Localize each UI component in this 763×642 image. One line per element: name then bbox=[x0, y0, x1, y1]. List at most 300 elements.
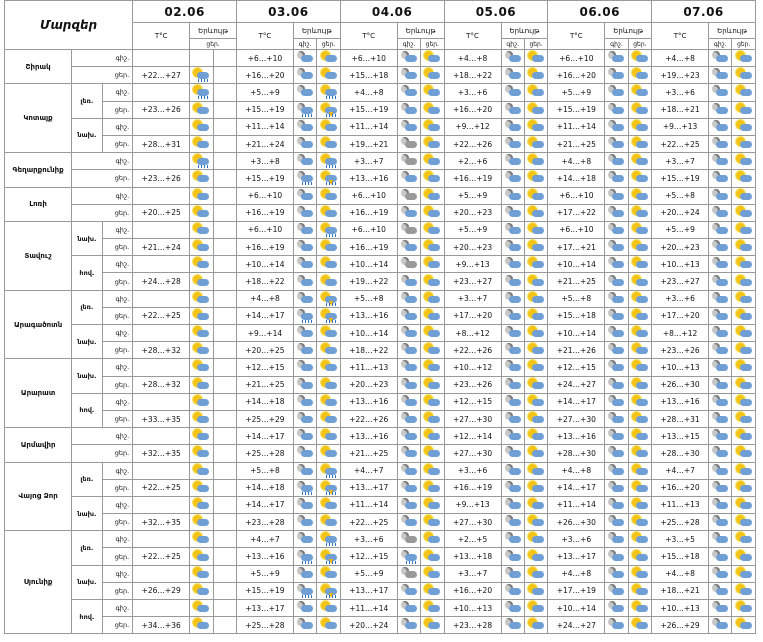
phenomenon-day-cell bbox=[732, 342, 756, 359]
temperature-cell: +23…+28 bbox=[236, 514, 293, 531]
temperature-cell: +27…+30 bbox=[548, 410, 605, 427]
phenomenon-night-cell bbox=[293, 359, 316, 376]
weather-night-icon bbox=[192, 343, 210, 357]
weather-night-icon bbox=[504, 412, 522, 426]
temperature-cell bbox=[133, 531, 190, 548]
temperature-cell: +2…+5 bbox=[444, 531, 501, 548]
phenomenon-day-cell bbox=[524, 548, 547, 565]
day-sub-label: ցեր. bbox=[524, 39, 547, 50]
weather-night-icon bbox=[504, 446, 522, 460]
temperature-cell: +6…+10 bbox=[340, 221, 397, 238]
weather-night-icon bbox=[711, 412, 729, 426]
period-label: գիշ. bbox=[72, 187, 133, 204]
weather-day-icon bbox=[423, 429, 441, 443]
phenomenon-night-cell bbox=[501, 307, 524, 324]
phenomenon-night-cell bbox=[501, 548, 524, 565]
weather-night-icon bbox=[192, 257, 210, 271]
weather-day-icon bbox=[527, 154, 545, 168]
weather-night-icon bbox=[400, 360, 418, 374]
table-row bbox=[5, 496, 756, 513]
phenomenon-col-label: Երևույթ bbox=[397, 23, 444, 39]
phenomenon-day-cell bbox=[732, 170, 756, 187]
weather-night-icon bbox=[400, 446, 418, 460]
phenomenon-day-cell bbox=[213, 204, 236, 221]
temperature-cell bbox=[133, 600, 190, 617]
phenomenon-day-cell bbox=[732, 410, 756, 427]
temperature-cell: +9…+13 bbox=[652, 118, 709, 135]
weather-night-icon bbox=[400, 275, 418, 289]
phenomenon-col-label: Երևույթ bbox=[293, 23, 340, 39]
weather-night-icon bbox=[400, 103, 418, 117]
weather-night-icon bbox=[192, 206, 210, 220]
phenomenon-night-cell bbox=[709, 548, 732, 565]
weather-night-icon bbox=[607, 429, 625, 443]
zone-name: հով. bbox=[72, 256, 103, 290]
weather-night-icon bbox=[296, 68, 314, 82]
table-row bbox=[5, 445, 756, 462]
phenomenon-night-cell bbox=[190, 428, 213, 445]
phenomenon-night-cell bbox=[293, 50, 316, 67]
temperature-cell: +4…+8 bbox=[548, 153, 605, 170]
weather-night-icon bbox=[607, 567, 625, 581]
phenomenon-day-cell bbox=[732, 582, 756, 599]
temperature-cell: +19…+22 bbox=[340, 273, 397, 290]
phenomenon-col-label: Երևույթ bbox=[190, 23, 237, 39]
phenomenon-night-cell bbox=[501, 325, 524, 342]
weather-day-icon bbox=[631, 618, 649, 632]
phenomenon-day-cell bbox=[628, 514, 651, 531]
period-label: գիշ. bbox=[102, 496, 133, 513]
phenomenon-night-cell bbox=[397, 410, 420, 427]
weather-day-icon bbox=[320, 412, 338, 426]
phenomenon-day-cell bbox=[732, 84, 756, 101]
phenomenon-day-cell bbox=[628, 290, 651, 307]
weather-night-icon bbox=[400, 395, 418, 409]
weather-day-icon bbox=[631, 292, 649, 306]
period-label: ցեր. bbox=[102, 617, 133, 634]
period-label: գիշ. bbox=[102, 600, 133, 617]
temperature-cell: +34…+36 bbox=[133, 617, 190, 634]
phenomenon-night-cell bbox=[605, 565, 628, 582]
period-label: գիշ. bbox=[102, 462, 133, 479]
weather-night-icon bbox=[607, 292, 625, 306]
phenomenon-night-cell bbox=[605, 342, 628, 359]
weather-night-icon bbox=[296, 412, 314, 426]
phenomenon-day-cell bbox=[732, 548, 756, 565]
weather-day-icon bbox=[631, 446, 649, 460]
weather-night-icon bbox=[711, 515, 729, 529]
phenomenon-night-cell bbox=[397, 256, 420, 273]
temperature-cell: +10…+14 bbox=[548, 600, 605, 617]
phenomenon-day-cell bbox=[524, 462, 547, 479]
weather-night-icon bbox=[296, 446, 314, 460]
table-row bbox=[5, 548, 756, 565]
temp-col-label: T°C bbox=[340, 23, 397, 50]
phenomenon-day-cell bbox=[524, 153, 547, 170]
phenomenon-night-cell bbox=[190, 101, 213, 118]
weather-day-icon bbox=[527, 395, 545, 409]
weather-night-icon bbox=[296, 154, 314, 168]
phenomenon-night-cell bbox=[501, 187, 524, 204]
temperature-cell: +5…+8 bbox=[340, 290, 397, 307]
phenomenon-day-cell bbox=[524, 67, 547, 84]
weather-day-icon bbox=[423, 618, 441, 632]
temperature-cell: +16…+20 bbox=[652, 479, 709, 496]
phenomenon-day-cell bbox=[524, 376, 547, 393]
period-label: գիշ. bbox=[102, 221, 133, 238]
region-name: Արարատ bbox=[5, 359, 72, 428]
phenomenon-night-cell bbox=[190, 617, 213, 634]
weather-day-icon bbox=[631, 515, 649, 529]
temperature-cell: +3…+6 bbox=[548, 531, 605, 548]
phenomenon-night-cell bbox=[397, 221, 420, 238]
weather-day-icon bbox=[527, 85, 545, 99]
phenomenon-night-cell bbox=[190, 84, 213, 101]
weather-day-icon bbox=[423, 275, 441, 289]
phenomenon-night-cell bbox=[293, 187, 316, 204]
zone-name: լեռ. bbox=[72, 84, 103, 118]
weather-night-icon bbox=[711, 481, 729, 495]
weather-night-icon bbox=[400, 481, 418, 495]
phenomenon-night-cell bbox=[605, 514, 628, 531]
region-name: Գեղարքունիք bbox=[5, 153, 72, 187]
phenomenon-day-cell bbox=[732, 445, 756, 462]
temperature-cell: +4…+8 bbox=[652, 50, 709, 67]
phenomenon-night-cell bbox=[709, 531, 732, 548]
phenomenon-night-cell bbox=[501, 84, 524, 101]
temperature-cell: +6…+10 bbox=[340, 50, 397, 67]
weather-day-icon bbox=[423, 343, 441, 357]
weather-day-icon bbox=[527, 601, 545, 615]
weather-night-icon bbox=[192, 550, 210, 564]
phenomenon-day-cell bbox=[524, 565, 547, 582]
period-label: ցեր. bbox=[102, 101, 133, 118]
phenomenon-night-cell bbox=[605, 290, 628, 307]
weather-night-icon bbox=[400, 257, 418, 271]
weather-day-icon bbox=[320, 309, 338, 323]
phenomenon-day-cell bbox=[421, 84, 444, 101]
phenomenon-day-cell bbox=[317, 514, 340, 531]
phenomenon-day-cell bbox=[421, 428, 444, 445]
phenomenon-day-cell bbox=[421, 153, 444, 170]
period-label: ցեր. bbox=[102, 479, 133, 496]
temperature-cell: +19…+21 bbox=[340, 135, 397, 152]
phenomenon-day-cell bbox=[628, 342, 651, 359]
weather-night-icon bbox=[192, 137, 210, 151]
phenomenon-day-cell bbox=[317, 342, 340, 359]
phenomenon-col-label: Երևույթ bbox=[501, 23, 548, 39]
temperature-cell: +22…+26 bbox=[444, 135, 501, 152]
weather-night-icon bbox=[192, 395, 210, 409]
temperature-cell: +2…+6 bbox=[444, 153, 501, 170]
weather-night-icon bbox=[607, 481, 625, 495]
weather-day-icon bbox=[423, 515, 441, 529]
weather-day-icon bbox=[631, 103, 649, 117]
weather-day-icon bbox=[423, 550, 441, 564]
phenomenon-night-cell bbox=[293, 428, 316, 445]
weather-day-icon bbox=[735, 481, 753, 495]
phenomenon-night-cell bbox=[397, 342, 420, 359]
phenomenon-night-cell bbox=[605, 462, 628, 479]
weather-day-icon bbox=[735, 171, 753, 185]
phenomenon-night-cell bbox=[709, 565, 732, 582]
weather-day-icon bbox=[320, 154, 338, 168]
period-label: ցեր. bbox=[102, 307, 133, 324]
phenomenon-day-cell bbox=[732, 256, 756, 273]
weather-day-icon bbox=[527, 412, 545, 426]
weather-night-icon bbox=[400, 618, 418, 632]
weather-night-icon bbox=[400, 171, 418, 185]
phenomenon-day-cell bbox=[421, 359, 444, 376]
temperature-cell: +3…+8 bbox=[236, 153, 293, 170]
phenomenon-night-cell bbox=[397, 50, 420, 67]
phenomenon-night-cell bbox=[397, 153, 420, 170]
forecast-table bbox=[4, 0, 756, 634]
temperature-cell: +11…+13 bbox=[652, 496, 709, 513]
phenomenon-night-cell bbox=[605, 50, 628, 67]
phenomenon-day-cell bbox=[421, 479, 444, 496]
phenomenon-night-cell bbox=[709, 445, 732, 462]
temperature-cell: +25…+28 bbox=[652, 514, 709, 531]
period-label: գիշ. bbox=[102, 325, 133, 342]
temperature-cell: +18…+22 bbox=[444, 67, 501, 84]
phenomenon-night-cell bbox=[501, 256, 524, 273]
night-sub-label: գիշ. bbox=[501, 39, 524, 50]
temperature-cell: +6…+10 bbox=[236, 50, 293, 67]
weather-day-icon bbox=[320, 137, 338, 151]
weather-day-icon bbox=[735, 550, 753, 564]
weather-day-icon bbox=[527, 171, 545, 185]
weather-day-icon bbox=[631, 85, 649, 99]
temperature-cell: +23…+27 bbox=[652, 273, 709, 290]
phenomenon-day-cell bbox=[317, 153, 340, 170]
weather-night-icon bbox=[607, 206, 625, 220]
weather-night-icon bbox=[296, 292, 314, 306]
table-row bbox=[5, 118, 756, 135]
phenomenon-night-cell bbox=[501, 50, 524, 67]
period-label: ցեր. bbox=[72, 445, 133, 462]
temperature-cell: +14…+18 bbox=[236, 393, 293, 410]
phenomenon-night-cell bbox=[397, 67, 420, 84]
weather-day-icon bbox=[423, 189, 441, 203]
phenomenon-night-cell bbox=[709, 462, 732, 479]
weather-night-icon bbox=[504, 343, 522, 357]
zone-name: նախ. bbox=[72, 325, 103, 359]
phenomenon-day-cell bbox=[628, 428, 651, 445]
phenomenon-night-cell bbox=[397, 514, 420, 531]
weather-day-icon bbox=[735, 412, 753, 426]
phenomenon-night-cell bbox=[190, 221, 213, 238]
temperature-cell: +8…+12 bbox=[652, 325, 709, 342]
phenomenon-day-cell bbox=[628, 565, 651, 582]
weather-night-icon bbox=[192, 120, 210, 134]
weather-day-icon bbox=[423, 567, 441, 581]
temperature-cell: +22…+26 bbox=[340, 410, 397, 427]
weather-day-icon bbox=[320, 464, 338, 478]
weather-night-icon bbox=[400, 498, 418, 512]
phenomenon-day-cell bbox=[524, 187, 547, 204]
weather-night-icon bbox=[400, 120, 418, 134]
temperature-cell: +16…+19 bbox=[444, 170, 501, 187]
weather-night-icon bbox=[711, 601, 729, 615]
phenomenon-night-cell bbox=[501, 170, 524, 187]
weather-night-icon bbox=[711, 309, 729, 323]
weather-night-icon bbox=[711, 68, 729, 82]
temperature-cell: +21…+24 bbox=[133, 239, 190, 256]
weather-day-icon bbox=[631, 532, 649, 546]
temperature-cell: +15…+18 bbox=[548, 307, 605, 324]
phenomenon-night-cell bbox=[709, 204, 732, 221]
temperature-cell: +14…+17 bbox=[548, 393, 605, 410]
phenomenon-night-cell bbox=[501, 135, 524, 152]
date-header: 02.06 bbox=[133, 1, 237, 23]
phenomenon-day-cell bbox=[524, 445, 547, 462]
phenomenon-night-cell bbox=[501, 428, 524, 445]
phenomenon-night-cell bbox=[501, 600, 524, 617]
phenomenon-day-cell bbox=[213, 325, 236, 342]
phenomenon-day-cell bbox=[213, 187, 236, 204]
weather-night-icon bbox=[711, 103, 729, 117]
weather-night-icon bbox=[504, 309, 522, 323]
weather-night-icon bbox=[400, 378, 418, 392]
phenomenon-night-cell bbox=[605, 496, 628, 513]
weather-night-icon bbox=[296, 326, 314, 340]
phenomenon-day-cell bbox=[524, 359, 547, 376]
weather-night-icon bbox=[504, 567, 522, 581]
phenomenon-night-cell bbox=[190, 582, 213, 599]
phenomenon-day-cell bbox=[317, 187, 340, 204]
phenomenon-day-cell bbox=[317, 50, 340, 67]
weather-day-icon bbox=[735, 292, 753, 306]
table-row bbox=[5, 531, 756, 548]
weather-day-icon bbox=[735, 464, 753, 478]
phenomenon-day-cell bbox=[213, 67, 236, 84]
table-row bbox=[5, 187, 756, 204]
weather-day-icon bbox=[631, 206, 649, 220]
phenomenon-day-cell bbox=[213, 462, 236, 479]
temperature-cell: +28…+31 bbox=[133, 135, 190, 152]
phenomenon-day-cell bbox=[524, 514, 547, 531]
phenomenon-day-cell bbox=[317, 135, 340, 152]
temperature-cell: +23…+26 bbox=[444, 376, 501, 393]
weather-night-icon bbox=[192, 532, 210, 546]
phenomenon-day-cell bbox=[421, 565, 444, 582]
weather-night-icon bbox=[607, 343, 625, 357]
temperature-cell: +10…+14 bbox=[548, 256, 605, 273]
phenomenon-night-cell bbox=[709, 273, 732, 290]
temperature-cell: +11…+14 bbox=[236, 118, 293, 135]
phenomenon-day-cell bbox=[524, 50, 547, 67]
phenomenon-day-cell bbox=[213, 290, 236, 307]
weather-day-icon bbox=[423, 137, 441, 151]
weather-night-icon bbox=[711, 446, 729, 460]
phenomenon-day-cell bbox=[732, 307, 756, 324]
phenomenon-day-cell bbox=[628, 548, 651, 565]
phenomenon-day-cell bbox=[732, 600, 756, 617]
phenomenon-day-cell bbox=[317, 273, 340, 290]
phenomenon-day-cell bbox=[421, 50, 444, 67]
phenomenon-day-cell bbox=[317, 67, 340, 84]
phenomenon-day-cell bbox=[421, 445, 444, 462]
phenomenon-night-cell bbox=[397, 479, 420, 496]
phenomenon-night-cell bbox=[709, 239, 732, 256]
temperature-cell: +13…+16 bbox=[340, 170, 397, 187]
temperature-cell: +17…+20 bbox=[652, 307, 709, 324]
weather-day-icon bbox=[631, 498, 649, 512]
phenomenon-day-cell bbox=[213, 239, 236, 256]
temperature-cell: +23…+28 bbox=[444, 617, 501, 634]
phenomenon-day-cell bbox=[421, 548, 444, 565]
weather-night-icon bbox=[504, 550, 522, 564]
weather-night-icon bbox=[296, 275, 314, 289]
weather-day-icon bbox=[527, 481, 545, 495]
weather-night-icon bbox=[296, 189, 314, 203]
weather-day-icon bbox=[735, 515, 753, 529]
weather-day-icon bbox=[320, 171, 338, 185]
temperature-cell: +21…+25 bbox=[236, 376, 293, 393]
phenomenon-night-cell bbox=[397, 135, 420, 152]
phenomenon-day-cell bbox=[421, 273, 444, 290]
phenomenon-day-cell bbox=[628, 307, 651, 324]
phenomenon-day-cell bbox=[213, 496, 236, 513]
phenomenon-night-cell bbox=[501, 273, 524, 290]
table-row bbox=[5, 307, 756, 324]
weather-night-icon bbox=[711, 464, 729, 478]
phenomenon-night-cell bbox=[293, 479, 316, 496]
weather-day-icon bbox=[735, 137, 753, 151]
weather-night-icon bbox=[400, 550, 418, 564]
phenomenon-day-cell bbox=[421, 290, 444, 307]
period-label: ցեր. bbox=[72, 67, 133, 84]
weather-night-icon bbox=[296, 120, 314, 134]
temperature-cell: +13…+16 bbox=[340, 307, 397, 324]
weather-night-icon bbox=[504, 360, 522, 374]
phenomenon-night-cell bbox=[190, 307, 213, 324]
weather-night-icon bbox=[504, 189, 522, 203]
weather-day-icon bbox=[527, 120, 545, 134]
date-header: 06.06 bbox=[548, 1, 652, 23]
weather-night-icon bbox=[296, 498, 314, 512]
weather-day-icon bbox=[320, 429, 338, 443]
temperature-cell bbox=[133, 565, 190, 582]
phenomenon-night-cell bbox=[293, 307, 316, 324]
weather-night-icon bbox=[192, 498, 210, 512]
temperature-cell: +4…+8 bbox=[444, 50, 501, 67]
table-row bbox=[5, 101, 756, 118]
weather-day-icon bbox=[735, 154, 753, 168]
day-sub-label: ցեր. bbox=[628, 39, 651, 50]
region-name: Սյունիք bbox=[5, 531, 72, 634]
weather-day-icon bbox=[423, 360, 441, 374]
period-label: գիշ. bbox=[102, 84, 133, 101]
phenomenon-night-cell bbox=[605, 582, 628, 599]
weather-day-icon bbox=[527, 446, 545, 460]
phenomenon-night-cell bbox=[293, 170, 316, 187]
weather-night-icon bbox=[192, 275, 210, 289]
period-label: գիշ. bbox=[72, 50, 133, 67]
weather-day-icon bbox=[735, 120, 753, 134]
phenomenon-day-cell bbox=[213, 410, 236, 427]
weather-night-icon bbox=[296, 257, 314, 271]
phenomenon-night-cell bbox=[397, 307, 420, 324]
temperature-cell: +28…+30 bbox=[652, 445, 709, 462]
weather-day-icon bbox=[631, 326, 649, 340]
weather-day-icon bbox=[735, 429, 753, 443]
temperature-cell: +21…+25 bbox=[548, 135, 605, 152]
phenomenon-day-cell bbox=[213, 342, 236, 359]
temperature-cell: +21…+24 bbox=[236, 135, 293, 152]
phenomenon-night-cell bbox=[605, 445, 628, 462]
